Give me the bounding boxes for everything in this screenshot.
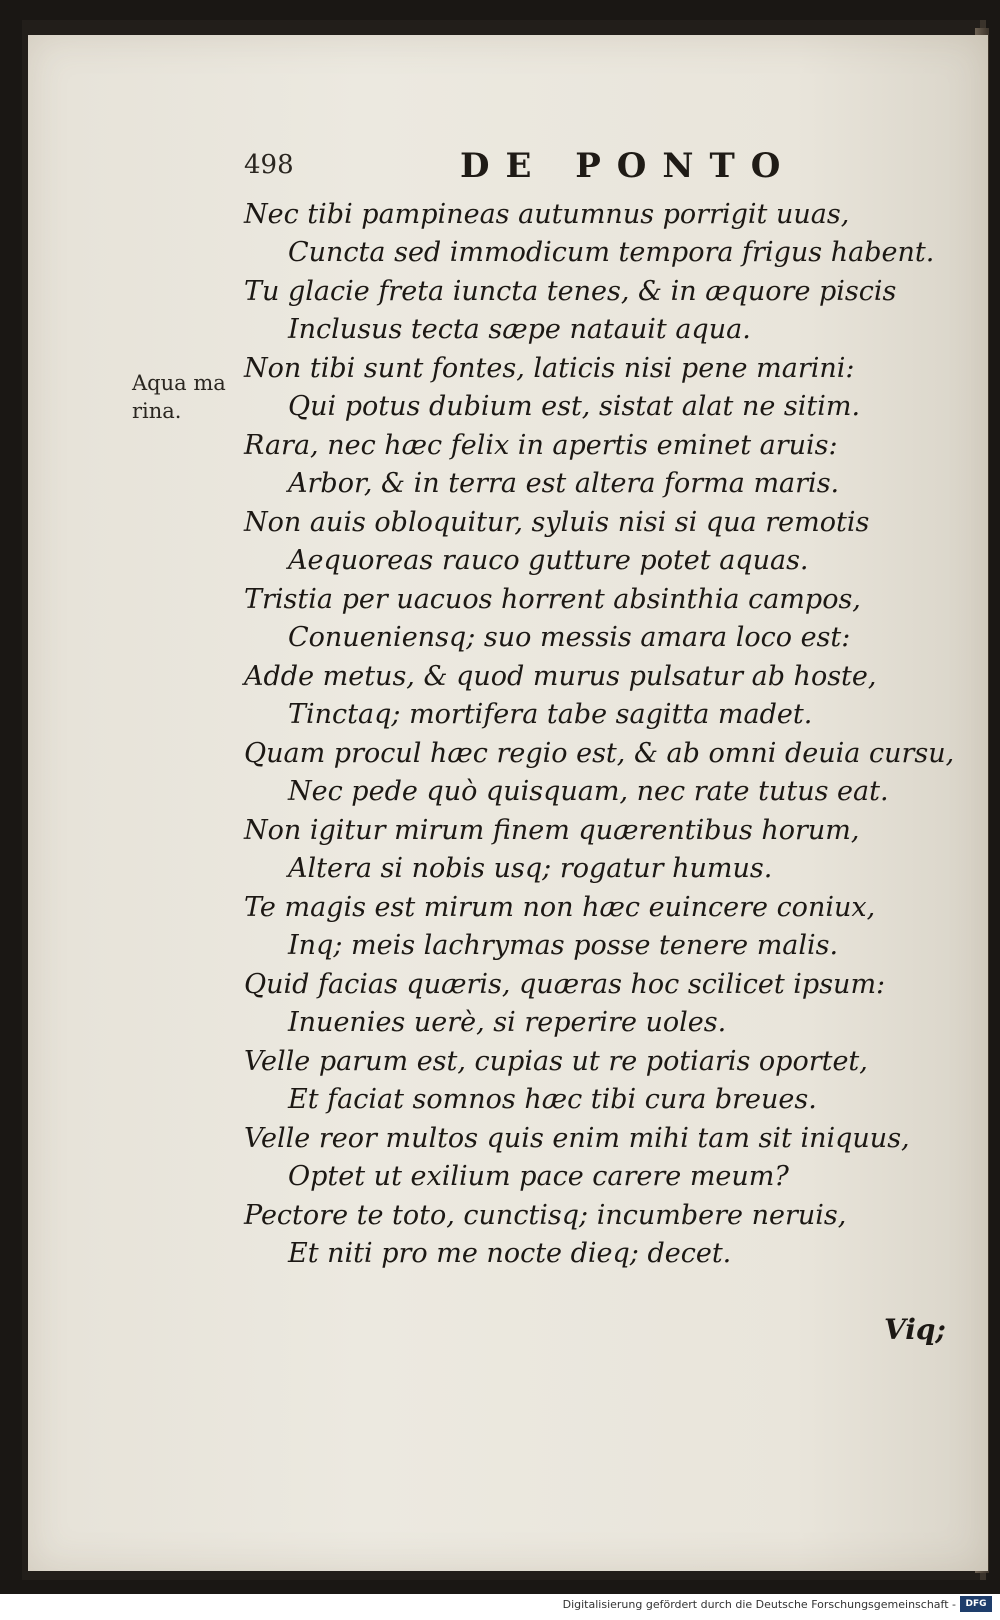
verse-line: Arbor, & in terra est altera forma maris.: [288, 468, 840, 499]
verse-line: Velle reor multos quis enim mihi tam sit iniquus,: [244, 1123, 910, 1154]
verse-line: Quam procul hæc regio est, & ab omni deuia cursu,: [244, 738, 955, 769]
verse-line: Et faciat somnos hæc tibi cura breues.: [288, 1084, 817, 1115]
verse-line: Nec pede quò quisquam, nec rate tutus eat.: [288, 776, 889, 807]
verse-line: Inuenies uerè, si reperire uoles.: [288, 1007, 727, 1038]
marginal-note-line: rina.: [132, 399, 182, 423]
verse-line: Inclusus tecta sæpe natauit aqua.: [288, 314, 751, 345]
dfg-logo-icon: DFG: [960, 1596, 992, 1612]
verse-line: Cuncta sed immodicum tempora frigus habent.: [288, 237, 935, 268]
verse-line: Qui potus dubium est, sistat alat ne sitim.: [288, 391, 861, 422]
verse-line: Tinctaq; mortifera tabe sagitta madet.: [288, 699, 813, 730]
verse-line: Quid facias quæris, quæras hoc scilicet ipsum:: [244, 969, 886, 1000]
verse-line: Tu glacie freta iuncta tenes, & in æquore piscis: [244, 276, 897, 307]
marginal-note: [132, 369, 226, 425]
verse-line: Rara, nec hæc felix in apertis eminet aruis:: [244, 430, 838, 461]
verse-line: Tristia per uacuos horrent absinthia campos,: [244, 584, 861, 615]
verse-line: Aequoreas rauco gutture potet aquas.: [288, 545, 809, 576]
verse-line: Et niti pro me nocte dieq; decet.: [288, 1238, 732, 1269]
verse-line: Te magis est mirum non hæc euincere coniux,: [244, 892, 876, 923]
verse-line: Non igitur mirum finem quærentibus horum,: [244, 815, 860, 846]
running-head: DE PONTO: [460, 146, 797, 186]
verse-line: Non tibi sunt fontes, laticis nisi pene marini:: [244, 353, 855, 384]
catchword: Viq;: [884, 1313, 946, 1346]
footer-credit: Digitalisierung gefördert durch die Deutsche Forschungsgemeinschaft -: [562, 1598, 956, 1611]
verse-line: Optet ut exilium pace carere meum?: [288, 1161, 789, 1192]
page-number: 498: [244, 150, 294, 180]
verse-line: Inq; meis lachrymas posse tenere malis.: [288, 930, 839, 961]
verse-line: Nec tibi pampineas autumnus porrigit uuas,: [244, 199, 850, 230]
verse-line: Conueniensq; suo messis amara loco est:: [288, 622, 851, 653]
verse-line: Altera si nobis usq; rogatur humus.: [288, 853, 773, 884]
verse-line: Non auis obloquitur, syluis nisi si qua remotis: [244, 507, 870, 538]
marginal-note-line: Aqua ma: [132, 371, 226, 395]
verse-line: Pectore te toto, cunctisq; incumbere neruis,: [244, 1200, 847, 1231]
verse-line: Velle parum est, cupias ut re potiaris oportet,: [244, 1046, 868, 1077]
verse-line: Adde metus, & quod murus pulsatur ab hoste,: [244, 661, 877, 692]
